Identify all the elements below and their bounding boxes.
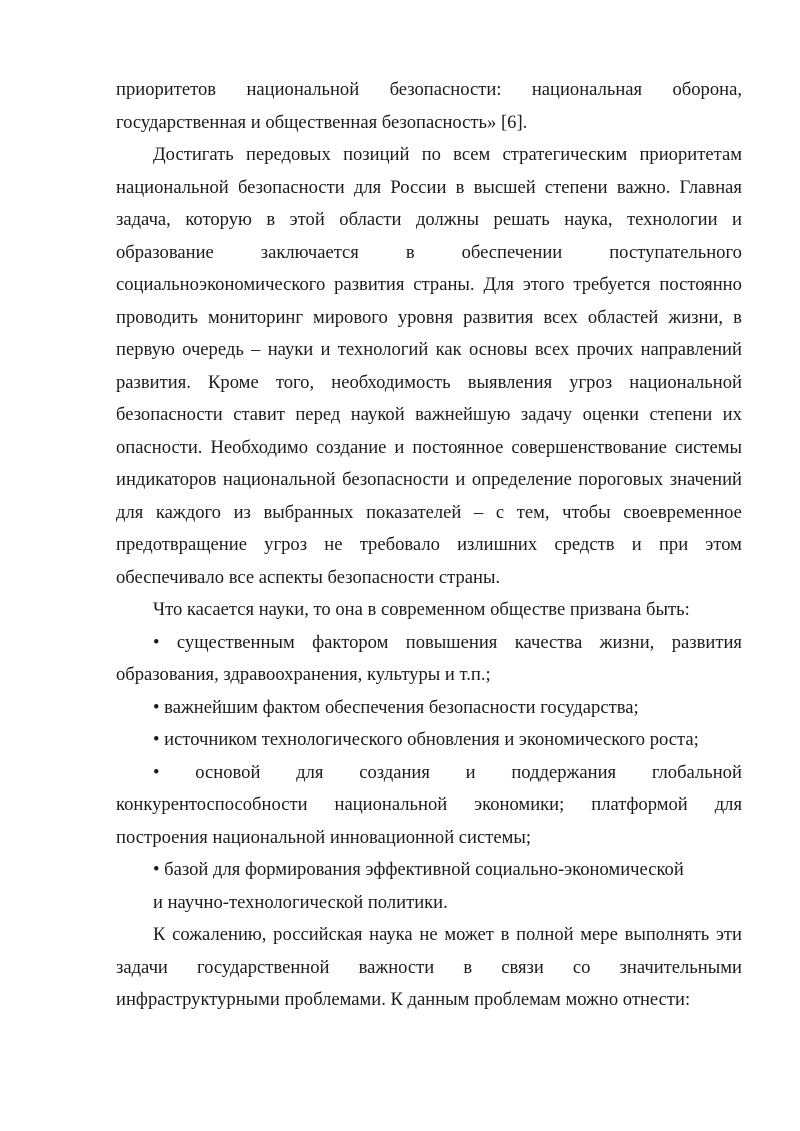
word: стратегическим [502,144,628,165]
word: развития [671,631,742,653]
word: создание [315,436,387,458]
word: основой [195,761,261,783]
text-line [116,172,742,205]
text-line: Что касается науки, то она в современном обществе призвана быть: [153,599,690,620]
word: важно. [616,176,671,198]
word: в [455,176,465,198]
word: жизни, [668,306,724,328]
word: всех [543,306,578,328]
word: не [419,924,438,945]
word: значений [669,469,742,490]
text-line [116,139,742,172]
word: мониторинг [208,306,303,328]
word: передовых [246,144,331,165]
word: прочих [576,339,634,360]
word: определение [471,469,572,490]
text-line [116,269,742,302]
text-line [116,432,742,465]
word: области [339,209,402,230]
word: пороговых [578,469,664,490]
word: проводить [116,306,198,328]
word: мере [580,924,618,945]
word: значительными [619,956,742,978]
word: существенным [176,631,295,653]
word: в [405,241,415,263]
word: из [233,501,251,523]
word: жизни, [599,631,655,653]
word: заключается [260,241,359,263]
word: угроз [569,371,613,393]
word: первую [116,339,175,360]
word: национальная [531,79,643,100]
word: российская [273,924,363,945]
text-line [116,237,742,270]
word: требовало [359,534,440,555]
word: государственной [196,956,330,978]
word: позиций [343,144,410,165]
word: всем [453,144,491,165]
word: оборона, [672,79,742,100]
text-line: построения национальной инновационной системы; [116,826,532,848]
word: безопасности: [389,79,502,100]
word: своевременное [623,501,742,523]
text-line [116,789,742,822]
text-line [116,497,742,530]
word: наука, [564,209,613,230]
word: чтобы [562,501,611,523]
word: развития [463,306,534,328]
word: которую [185,209,252,230]
text-line [116,919,742,952]
word: этом [705,534,742,555]
word: предотвращение [116,534,247,555]
word: уровня [397,306,454,328]
word: России [390,176,447,198]
word: совершенствование [511,436,667,458]
text-line [116,334,742,367]
word: для [116,501,144,523]
word: важности [358,956,435,978]
word: создания [359,761,430,783]
word: должны [415,209,480,230]
word: этой [289,209,325,230]
word: экономики; [474,794,565,815]
word: того, [275,371,315,393]
word: и [320,339,331,360]
word: Необходимо [210,436,308,458]
word: в [266,209,276,230]
word: в [500,924,510,945]
word: социальноэкономического [116,274,326,295]
word: поддержания [511,761,617,783]
word: средств [554,534,615,555]
word: системы [674,436,742,458]
word: качества [514,631,583,653]
word: высшей [473,176,536,198]
word: национальной [222,469,336,490]
word: важнейшую [415,404,511,425]
word: развития [334,274,405,295]
word: для [714,794,742,815]
text-line [116,757,742,790]
word: постоянно [659,274,742,295]
word: степени [544,176,608,198]
word: безопасности [116,404,223,425]
word: образование [116,241,214,263]
word: ставит [233,404,285,425]
word: выполнять [624,924,710,945]
word: приоритетам [639,144,742,165]
word: всех [534,339,570,360]
word: и [631,534,642,555]
word: национальной [246,79,360,100]
word: требуется [573,274,651,295]
word: задачи [116,956,168,978]
word: конкурентоспособности [116,794,308,815]
word: – [473,501,484,523]
word: сожалению, [172,924,267,945]
word: со [572,956,591,978]
word: опасности. [116,436,203,458]
word: основы [468,339,528,360]
text-line [116,952,742,985]
word: глобальной [651,761,742,783]
word: Достигать [153,144,234,165]
word: наука [369,924,413,945]
word: • [153,631,160,653]
text-line [116,204,742,237]
word: полной [516,924,574,945]
word: национальной [334,794,448,815]
word: безопасности [237,176,345,198]
word: степени [649,404,713,425]
word: индикаторов [116,469,217,490]
word: их [722,404,742,425]
word: в [733,306,742,328]
word: каждого [155,501,221,523]
word: с [495,501,505,523]
word: связи [501,956,544,978]
word: повышения [405,631,498,653]
word: очередь [182,339,244,360]
word: и [394,436,405,458]
word: национальной [116,176,229,198]
text-line: • источником технологического обновления и экономического роста; [153,729,699,750]
text-line [116,74,742,107]
word: науки [267,339,314,360]
text-line: • базой для формирования эффективной социально-экономической [153,859,684,880]
word: выбранных [263,501,354,523]
text-line [116,399,742,432]
word: страны. [413,274,475,295]
text-line [116,302,742,335]
word: наукой [350,404,405,425]
text-line: инфраструктурными проблемами. К данным проблемам можно отнести: [116,989,691,1010]
word: этого [522,274,565,295]
word: тем, [516,501,550,523]
word: приоритетов [116,79,217,100]
text-line: • важнейшим фактом обеспечения безопасности государства; [153,696,639,718]
text-line [116,367,742,400]
word: для [296,761,324,783]
word: необходимость [331,371,451,393]
text-line: и научно-технологической политики. [153,891,448,913]
word: может [444,924,494,945]
word: как [435,339,462,360]
word: по [421,144,441,165]
text-line: государственная и общественная безопасность» [6]. [116,111,528,133]
word: угроз [264,534,308,555]
word: задача, [116,209,171,230]
text-line [116,529,742,562]
word: в [463,956,473,978]
word: и [732,209,742,230]
word: не [324,534,343,555]
word: перед [295,404,341,425]
word: показателей [366,501,462,523]
word: решать [493,209,550,230]
word: технологии [627,209,718,230]
body-text [116,74,742,1017]
word: развития. [116,371,191,393]
word: и [465,761,476,783]
word: национальной [629,371,742,393]
word: излишних [457,534,538,555]
word: обеспечении [461,241,563,263]
word: Для [483,274,514,295]
word: при [658,534,689,555]
word: Главная [679,176,742,198]
word: – [251,339,261,360]
word: поступательного [609,241,742,263]
word: постоянное [412,436,504,458]
word: мирового [313,306,388,328]
word: • [153,761,160,783]
word: К [153,924,166,945]
word: технологий [337,339,429,360]
word: безопасности [342,469,449,490]
word: эти [715,924,742,945]
word: и [455,469,466,490]
word: для [353,176,382,198]
word: областей [587,306,659,328]
text-line [116,627,742,660]
text-line: обеспечивало все аспекты безопасности страны. [116,566,501,588]
word: оценки [582,404,639,425]
word: задачу [520,404,573,425]
word: платформой [591,794,688,815]
word: фактором [312,631,389,653]
word: Кроме [208,371,259,393]
word: направлений [640,339,742,360]
text-line: образования, здравоохранения, культуры и т.п.; [116,664,491,685]
text-line [116,464,742,497]
word: выявления [467,371,553,393]
